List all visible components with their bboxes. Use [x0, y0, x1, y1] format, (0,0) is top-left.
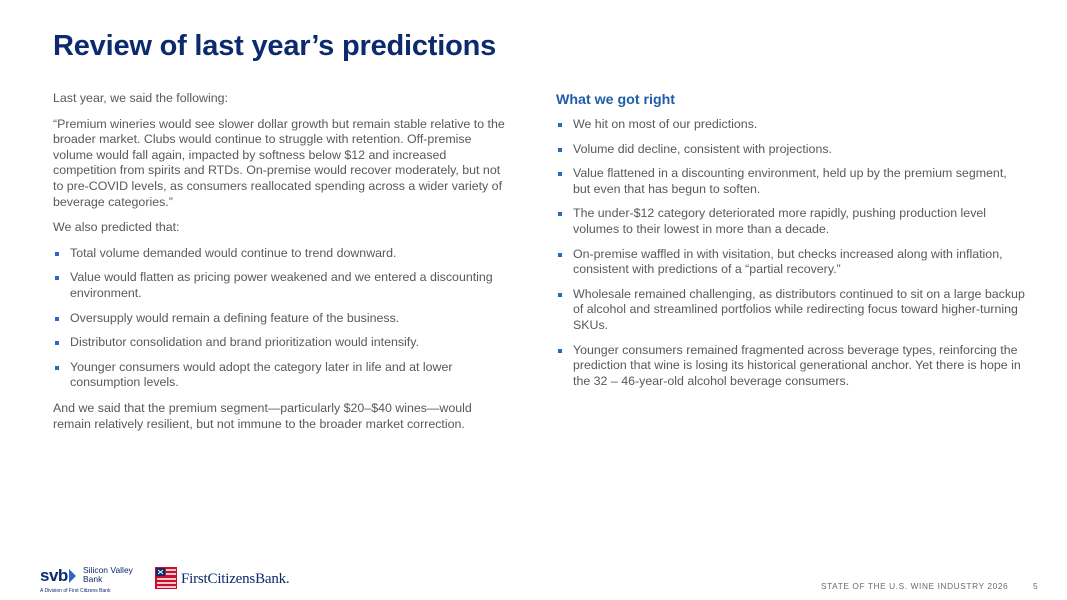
bullet-icon [55, 366, 59, 370]
list-item-text: Younger consumers remained fragmented across beverage types, reinforcing the prediction that wine is losing its historical generational anchor. Yet there is hope in the 32 – 46-year-old alcohol beverage consumers. [573, 342, 1021, 388]
bullet-icon [558, 253, 562, 257]
first-citizens-flag-icon [155, 567, 177, 589]
list-item-text: On-premise waffled in with visitation, but checks increased along with inflation, consistent with predictions of a “partial recovery.” [573, 246, 1003, 277]
prediction-quote: “Premium wineries would see slower dollar growth but remain stable relative to the broader market. Clubs would continue to struggle with retention. Off-premise volume would fall again, impacted by softness below $12 and increased competition from spirits and RTDs. On-premise would recover moderately, but not to pre-COVID levels, as consumers reallocated spending across a wider variety of beverage categories.” [53, 116, 505, 209]
list-item-text: Younger consumers would adopt the category later in life and at lower consumption levels. [70, 359, 453, 390]
list-item [556, 343, 1026, 390]
list-item [556, 117, 1026, 133]
section-heading: What we got right [556, 92, 676, 108]
list-item [53, 311, 513, 327]
list-item [556, 206, 1026, 237]
list-item [556, 166, 1026, 197]
svb-wordmark: svb [40, 566, 68, 585]
closing-text: And we said that the premium segment—particularly $20–$40 wines—would remain relatively resilient, but not immune to the broader market correction. [53, 400, 472, 431]
bullet-icon [55, 341, 59, 345]
svb-name-line1: Silicon Valley [83, 565, 133, 575]
page-title: Review of last year’s predictions [53, 30, 497, 62]
list-item-text: Value would flatten as pricing power weakened and we entered a discounting environment. [70, 270, 493, 300]
page-number: 5 [1033, 581, 1038, 591]
prediction-list [53, 246, 513, 391]
list-item-text: We hit on most of our predictions. [573, 117, 758, 131]
bullet-icon [558, 349, 562, 353]
list-item-text: Wholesale remained challenging, as distributors continued to sit on a large backup of alcohol and streamlined portfolios while redirecting focus toward higher-turning SKUs. [573, 286, 1025, 332]
list-item-text: Total volume demanded would continue to trend downward. [70, 245, 397, 260]
list-item [53, 270, 513, 301]
report-title: STATE OF THE U.S. WINE INDUSTRY 2026 [821, 581, 1009, 591]
list-item-text: Oversupply would remain a defining feature of the business. [70, 310, 400, 325]
list-item-text: Distributor consolidation and brand prioritization would intensify. [70, 335, 419, 350]
list-item-text: Value flattened in a discounting environment, held up by the premium segment, but even that has begun to soften. [573, 166, 1007, 196]
bullet-icon [558, 123, 562, 127]
also-predicted-text: We also predicted that: [53, 220, 180, 235]
svb-chevron-icon [69, 569, 76, 583]
bullet-icon [558, 212, 562, 216]
bullet-icon [558, 293, 562, 297]
bullet-icon [55, 276, 59, 280]
results-list [556, 117, 1026, 389]
bullet-icon [55, 252, 59, 256]
list-item-text: Volume did decline, consistent with projections. [573, 141, 832, 156]
list-item [53, 246, 513, 262]
svb-name-line2: Bank [83, 574, 103, 584]
intro-text: Last year, we said the following: [53, 91, 228, 105]
list-item-text: The under-$12 category deteriorated more rapidly, pushing production level volumes to their lowest in more than a decade. [573, 206, 987, 236]
list-item [53, 335, 513, 351]
list-item [556, 287, 1026, 334]
list-item [556, 142, 1026, 158]
svb-name [83, 566, 133, 584]
svb-logo [40, 566, 140, 594]
svb-division-text: A Division of First Citizens Bank [40, 588, 111, 594]
right-column [556, 91, 1026, 399]
left-column [53, 91, 513, 442]
list-item [556, 247, 1026, 278]
bullet-icon [558, 148, 562, 152]
first-citizens-wordmark: FirstCitizensBank. [181, 571, 290, 587]
bullet-icon [55, 317, 59, 321]
list-item [53, 360, 513, 391]
bullet-icon [558, 172, 562, 176]
